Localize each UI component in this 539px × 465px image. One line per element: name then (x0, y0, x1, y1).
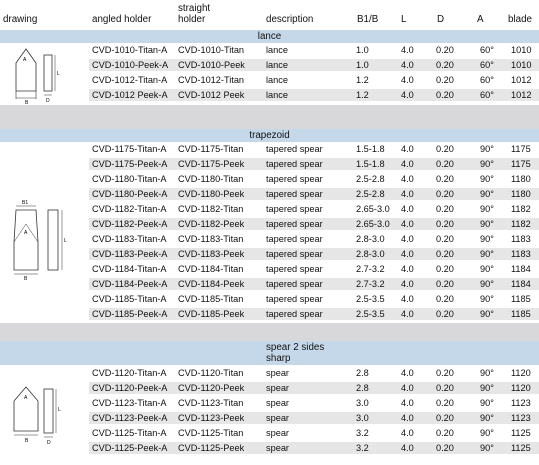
section-header-lance (0, 30, 539, 43)
blade-cell: 1125 (511, 428, 531, 438)
d-cell: 0.20 (436, 75, 454, 85)
b1b-cell: 1.5-1.8 (356, 159, 385, 169)
description-cell: lance (266, 60, 288, 70)
table-row (89, 308, 539, 320)
l-cell: 4.0 (401, 368, 414, 378)
angled-holder-cell: CVD-1184-Peek-A (92, 279, 168, 289)
l-cell: 4.0 (401, 264, 414, 274)
a-cell: 90° (480, 144, 494, 154)
description-cell: tapered spear (266, 264, 323, 274)
b1b-cell: 2.65-3.0 (356, 219, 390, 229)
l-cell: 4.0 (401, 60, 414, 70)
angled-holder-cell: CVD-1180-Peek-A (92, 189, 168, 199)
d-cell: 0.20 (436, 383, 454, 393)
straight-holder-cell: CVD-1180-Peek (178, 189, 245, 199)
table-row (89, 412, 539, 424)
section-spear (0, 365, 539, 465)
d-cell: 0.20 (436, 413, 454, 423)
l-cell: 4.0 (401, 159, 414, 169)
table-row (89, 427, 539, 439)
straight-holder-cell: CVD-1185-Peek (178, 309, 245, 319)
a-cell: 90° (480, 189, 494, 199)
a-cell: 90° (480, 398, 494, 408)
straight-holder-cell: CVD-1125-Titan (178, 428, 244, 438)
table-row (89, 397, 539, 409)
blade-cell: 1182 (511, 204, 531, 214)
angled-holder-cell: CVD-1125-Peek-A (92, 443, 168, 453)
straight-holder-cell: CVD-1010-Peek (178, 60, 245, 70)
blade-cell: 1010 (511, 60, 532, 70)
section-title-line1: spear 2 sides (266, 342, 325, 353)
straight-holder-cell: CVD-1175-Peek (178, 159, 245, 169)
description-cell: tapered spear (266, 204, 323, 214)
straight-holder-cell: CVD-1180-Titan (178, 174, 244, 184)
header-straight-line1: straight (178, 3, 211, 14)
section-title: lance (257, 31, 282, 42)
a-cell: 90° (480, 294, 494, 304)
description-cell: tapered spear (266, 234, 323, 244)
header-blade: blade (508, 14, 532, 25)
blade-cell: 1182 (511, 219, 531, 229)
description-cell: tapered spear (266, 294, 323, 304)
b1b-cell: 1.0 (356, 45, 369, 55)
l-cell: 4.0 (401, 294, 414, 304)
description-cell: tapered spear (266, 144, 323, 154)
header-straight-holder (178, 3, 210, 25)
l-cell: 4.0 (401, 174, 414, 184)
trap-label-a: A (24, 230, 28, 236)
angled-holder-cell: CVD-1010-Peek-A (92, 60, 169, 70)
d-cell: 0.20 (436, 189, 454, 199)
angled-holder-cell: CVD-1183-Peek-A (92, 249, 168, 259)
description-cell: tapered spear (266, 219, 323, 229)
d-cell: 0.20 (436, 90, 454, 100)
angled-holder-cell: CVD-1182-Peek-A (92, 219, 168, 229)
d-cell: 0.20 (436, 159, 454, 169)
d-cell: 0.20 (436, 294, 454, 304)
a-cell: 90° (480, 249, 494, 259)
blade-cell: 1125 (511, 443, 531, 453)
section-title: trapezoid (249, 130, 290, 141)
a-cell: 60° (480, 60, 494, 70)
description-cell: tapered spear (266, 249, 323, 259)
a-cell: 60° (480, 90, 494, 100)
angled-holder-cell: CVD-1183-Titan-A (92, 234, 167, 244)
table-row (89, 188, 539, 200)
b1b-cell: 3.2 (356, 443, 369, 453)
straight-holder-cell: CVD-1175-Titan (178, 144, 244, 154)
angled-holder-cell: CVD-1185-Peek-A (92, 309, 168, 319)
straight-holder-cell: CVD-1182-Peek (178, 219, 245, 229)
description-cell: tapered spear (266, 189, 323, 199)
straight-holder-cell: CVD-1012-Titan (178, 75, 245, 85)
a-cell: 90° (480, 383, 494, 393)
l-cell: 4.0 (401, 383, 414, 393)
angled-holder-cell: CVD-1120-Peek-A (92, 383, 168, 393)
blade-cell: 1175 (511, 159, 531, 169)
a-cell: 60° (480, 75, 494, 85)
b1b-cell: 1.2 (356, 90, 369, 100)
angled-holder-cell: CVD-1180-Titan-A (92, 174, 167, 184)
spear-label-a: A (24, 395, 28, 401)
d-cell: 0.20 (436, 368, 454, 378)
a-cell: 90° (480, 443, 494, 453)
l-cell: 4.0 (401, 204, 414, 214)
spear-blade-drawing (0, 365, 89, 465)
b1b-cell: 1.2 (356, 75, 369, 85)
angled-holder-cell: CVD-1123-Titan-A (92, 398, 167, 408)
l-cell: 4.0 (401, 428, 414, 438)
b1b-cell: 2.8 (356, 368, 369, 378)
angled-holder-cell: CVD-1010-Titan-A (92, 45, 168, 55)
header-description: description (266, 14, 314, 25)
spear-label-b: B (25, 438, 29, 444)
description-cell: tapered spear (266, 174, 323, 184)
straight-holder-cell: CVD-1120-Titan (178, 368, 244, 378)
d-cell: 0.20 (436, 174, 454, 184)
spear-blade-diagram (0, 365, 89, 465)
b1b-cell: 2.7-3.2 (356, 279, 385, 289)
b1b-cell: 2.5-2.8 (356, 174, 385, 184)
blade-cell: 1012 (511, 90, 532, 100)
header-d: D (437, 14, 445, 25)
d-cell: 0.20 (436, 249, 454, 259)
description-cell: spear (266, 428, 289, 438)
lance-label-b: B (25, 100, 29, 105)
lance-label-d: D (46, 98, 50, 104)
header-a: A (477, 14, 484, 25)
table-row (89, 74, 539, 86)
a-cell: 90° (480, 264, 494, 274)
straight-holder-cell: CVD-1184-Titan (178, 264, 244, 274)
l-cell: 4.0 (401, 234, 414, 244)
angled-holder-cell: CVD-1175-Titan-A (92, 144, 167, 154)
trapezoid-blade-drawing (0, 142, 89, 323)
a-cell: 90° (480, 159, 494, 169)
d-cell: 0.20 (436, 219, 454, 229)
blade-cell: 1010 (511, 45, 532, 55)
l-cell: 4.0 (401, 413, 414, 423)
d-cell: 0.20 (436, 45, 454, 55)
b1b-cell: 2.65-3.0 (356, 204, 390, 214)
straight-holder-cell: CVD-1123-Peek (178, 413, 245, 423)
l-cell: 4.0 (401, 144, 414, 154)
b1b-cell: 2.5-3.5 (356, 294, 385, 304)
straight-holder-cell: CVD-1183-Peek (178, 249, 245, 259)
blade-cell: 1184 (511, 279, 531, 289)
description-cell: tapered spear (266, 159, 323, 169)
header-drawing: drawing (3, 14, 38, 25)
blade-cell: 1183 (511, 249, 531, 259)
angled-holder-cell: CVD-1125-Titan-A (92, 428, 167, 438)
b1b-cell: 3.0 (356, 398, 369, 408)
blade-cell: 1180 (511, 189, 531, 199)
header-straight-line2: holder (178, 14, 206, 25)
straight-holder-cell: CVD-1120-Peek (178, 383, 245, 393)
l-cell: 4.0 (401, 398, 414, 408)
a-cell: 90° (480, 279, 494, 289)
blade-cell: 1120 (511, 383, 531, 393)
header-b1b: B1/B (357, 14, 379, 25)
b1b-cell: 2.5-2.8 (356, 189, 385, 199)
angled-holder-cell: CVD-1012 Peek-A (92, 90, 168, 100)
lance-blade-diagram (0, 43, 89, 105)
section-separator (0, 323, 539, 341)
blade-cell: 1123 (511, 398, 531, 408)
blade-cell: 1185 (511, 309, 531, 319)
lance-label-a: A (23, 57, 27, 63)
b1b-cell: 1.5-1.8 (356, 144, 385, 154)
table-row (89, 173, 539, 185)
b1b-cell: 3.2 (356, 428, 369, 438)
section-lance (0, 43, 539, 105)
a-cell: 90° (480, 428, 494, 438)
straight-holder-cell: CVD-1012 Peek (178, 90, 245, 100)
table-row (89, 442, 539, 454)
a-cell: 90° (480, 368, 494, 378)
angled-holder-cell: CVD-1184-Titan-A (92, 264, 167, 274)
spear-label-l: L (58, 407, 61, 413)
d-cell: 0.20 (436, 443, 454, 453)
trap-label-l: L (64, 238, 67, 244)
table-row (89, 233, 539, 245)
spear-label-d: D (47, 440, 51, 446)
blade-cell: 1185 (511, 294, 531, 304)
l-cell: 4.0 (401, 45, 414, 55)
description-cell: tapered spear (266, 309, 323, 319)
header-l: L (401, 14, 407, 25)
table-row (89, 248, 539, 260)
l-cell: 4.0 (401, 249, 414, 259)
section-header-trapezoid (0, 129, 539, 142)
l-cell: 4.0 (401, 75, 414, 85)
table-row (89, 158, 539, 170)
l-cell: 4.0 (401, 443, 414, 453)
blade-cell: 1184 (511, 264, 531, 274)
a-cell: 90° (480, 234, 494, 244)
lance-label-l: L (57, 71, 60, 77)
description-cell: spear (266, 398, 289, 408)
description-cell: spear (266, 368, 289, 378)
angled-holder-cell: CVD-1120-Titan-A (92, 368, 167, 378)
blade-cell: 1120 (511, 368, 531, 378)
l-cell: 4.0 (401, 189, 414, 199)
straight-holder-cell: CVD-1182-Titan (178, 204, 244, 214)
description-cell: spear (266, 443, 289, 453)
l-cell: 4.0 (401, 219, 414, 229)
l-cell: 4.0 (401, 279, 414, 289)
table-row (89, 293, 539, 305)
table-row (89, 143, 539, 155)
d-cell: 0.20 (436, 428, 454, 438)
a-cell: 90° (480, 413, 494, 423)
a-cell: 90° (480, 309, 494, 319)
l-cell: 4.0 (401, 309, 414, 319)
description-cell: lance (266, 75, 288, 85)
a-cell: 90° (480, 219, 494, 229)
blade-cell: 1183 (511, 234, 531, 244)
table-row (89, 278, 539, 290)
straight-holder-cell: CVD-1185-Titan (178, 294, 244, 304)
d-cell: 0.20 (436, 60, 454, 70)
d-cell: 0.20 (436, 279, 454, 289)
blade-cell: 1175 (511, 144, 531, 154)
description-cell: lance (266, 90, 288, 100)
trap-label-b: B (24, 276, 28, 282)
a-cell: 90° (480, 174, 494, 184)
a-cell: 90° (480, 204, 494, 214)
table-header (0, 0, 539, 30)
angled-holder-cell: CVD-1182-Titan-A (92, 204, 167, 214)
d-cell: 0.20 (436, 204, 454, 214)
b1b-cell: 1.0 (356, 60, 369, 70)
section-trapezoid (0, 142, 539, 323)
straight-holder-cell: CVD-1184-Peek (178, 279, 245, 289)
description-cell: spear (266, 413, 289, 423)
straight-holder-cell: CVD-1183-Titan (178, 234, 244, 244)
section-header-spear (0, 341, 539, 365)
table-row (89, 367, 539, 379)
lance-blade-drawing (0, 43, 89, 105)
blade-cell: 1012 (511, 75, 532, 85)
table-row (89, 203, 539, 215)
description-cell: spear (266, 383, 289, 393)
angled-holder-cell: CVD-1185-Titan-A (92, 294, 167, 304)
d-cell: 0.20 (436, 144, 454, 154)
description-cell: lance (266, 45, 288, 55)
header-angled-holder: angled holder (92, 14, 152, 25)
section-title (266, 342, 466, 364)
trapezoid-blade-diagram (0, 142, 89, 323)
table-row (89, 89, 539, 101)
straight-holder-cell: CVD-1123-Titan (178, 398, 244, 408)
d-cell: 0.20 (436, 234, 454, 244)
d-cell: 0.20 (436, 398, 454, 408)
section-title-line2: sharp (266, 353, 291, 364)
l-cell: 4.0 (401, 90, 414, 100)
b1b-cell: 3.0 (356, 413, 369, 423)
blade-cell: 1123 (511, 413, 531, 423)
angled-holder-cell: CVD-1123-Peek-A (92, 413, 168, 423)
table-row (89, 382, 539, 394)
table-row (89, 218, 539, 230)
b1b-cell: 2.7-3.2 (356, 264, 385, 274)
d-cell: 0.20 (436, 264, 454, 274)
blade-cell: 1180 (511, 174, 531, 184)
trap-label-b1: B1 (22, 200, 29, 206)
d-cell: 0.20 (436, 309, 454, 319)
b1b-cell: 2.8-3.0 (356, 249, 385, 259)
section-separator (0, 105, 539, 129)
b1b-cell: 2.8 (356, 383, 369, 393)
description-cell: tapered spear (266, 279, 323, 289)
b1b-cell: 2.8-3.0 (356, 234, 385, 244)
straight-holder-cell: CVD-1010-Titan (178, 45, 245, 55)
a-cell: 60° (480, 45, 494, 55)
b1b-cell: 2.5-3.5 (356, 309, 385, 319)
table-row (89, 263, 539, 275)
straight-holder-cell: CVD-1125-Peek (178, 443, 245, 453)
table-row (89, 59, 539, 71)
angled-holder-cell: CVD-1175-Peek-A (92, 159, 168, 169)
angled-holder-cell: CVD-1012-Titan-A (92, 75, 168, 85)
table-row (89, 44, 539, 56)
